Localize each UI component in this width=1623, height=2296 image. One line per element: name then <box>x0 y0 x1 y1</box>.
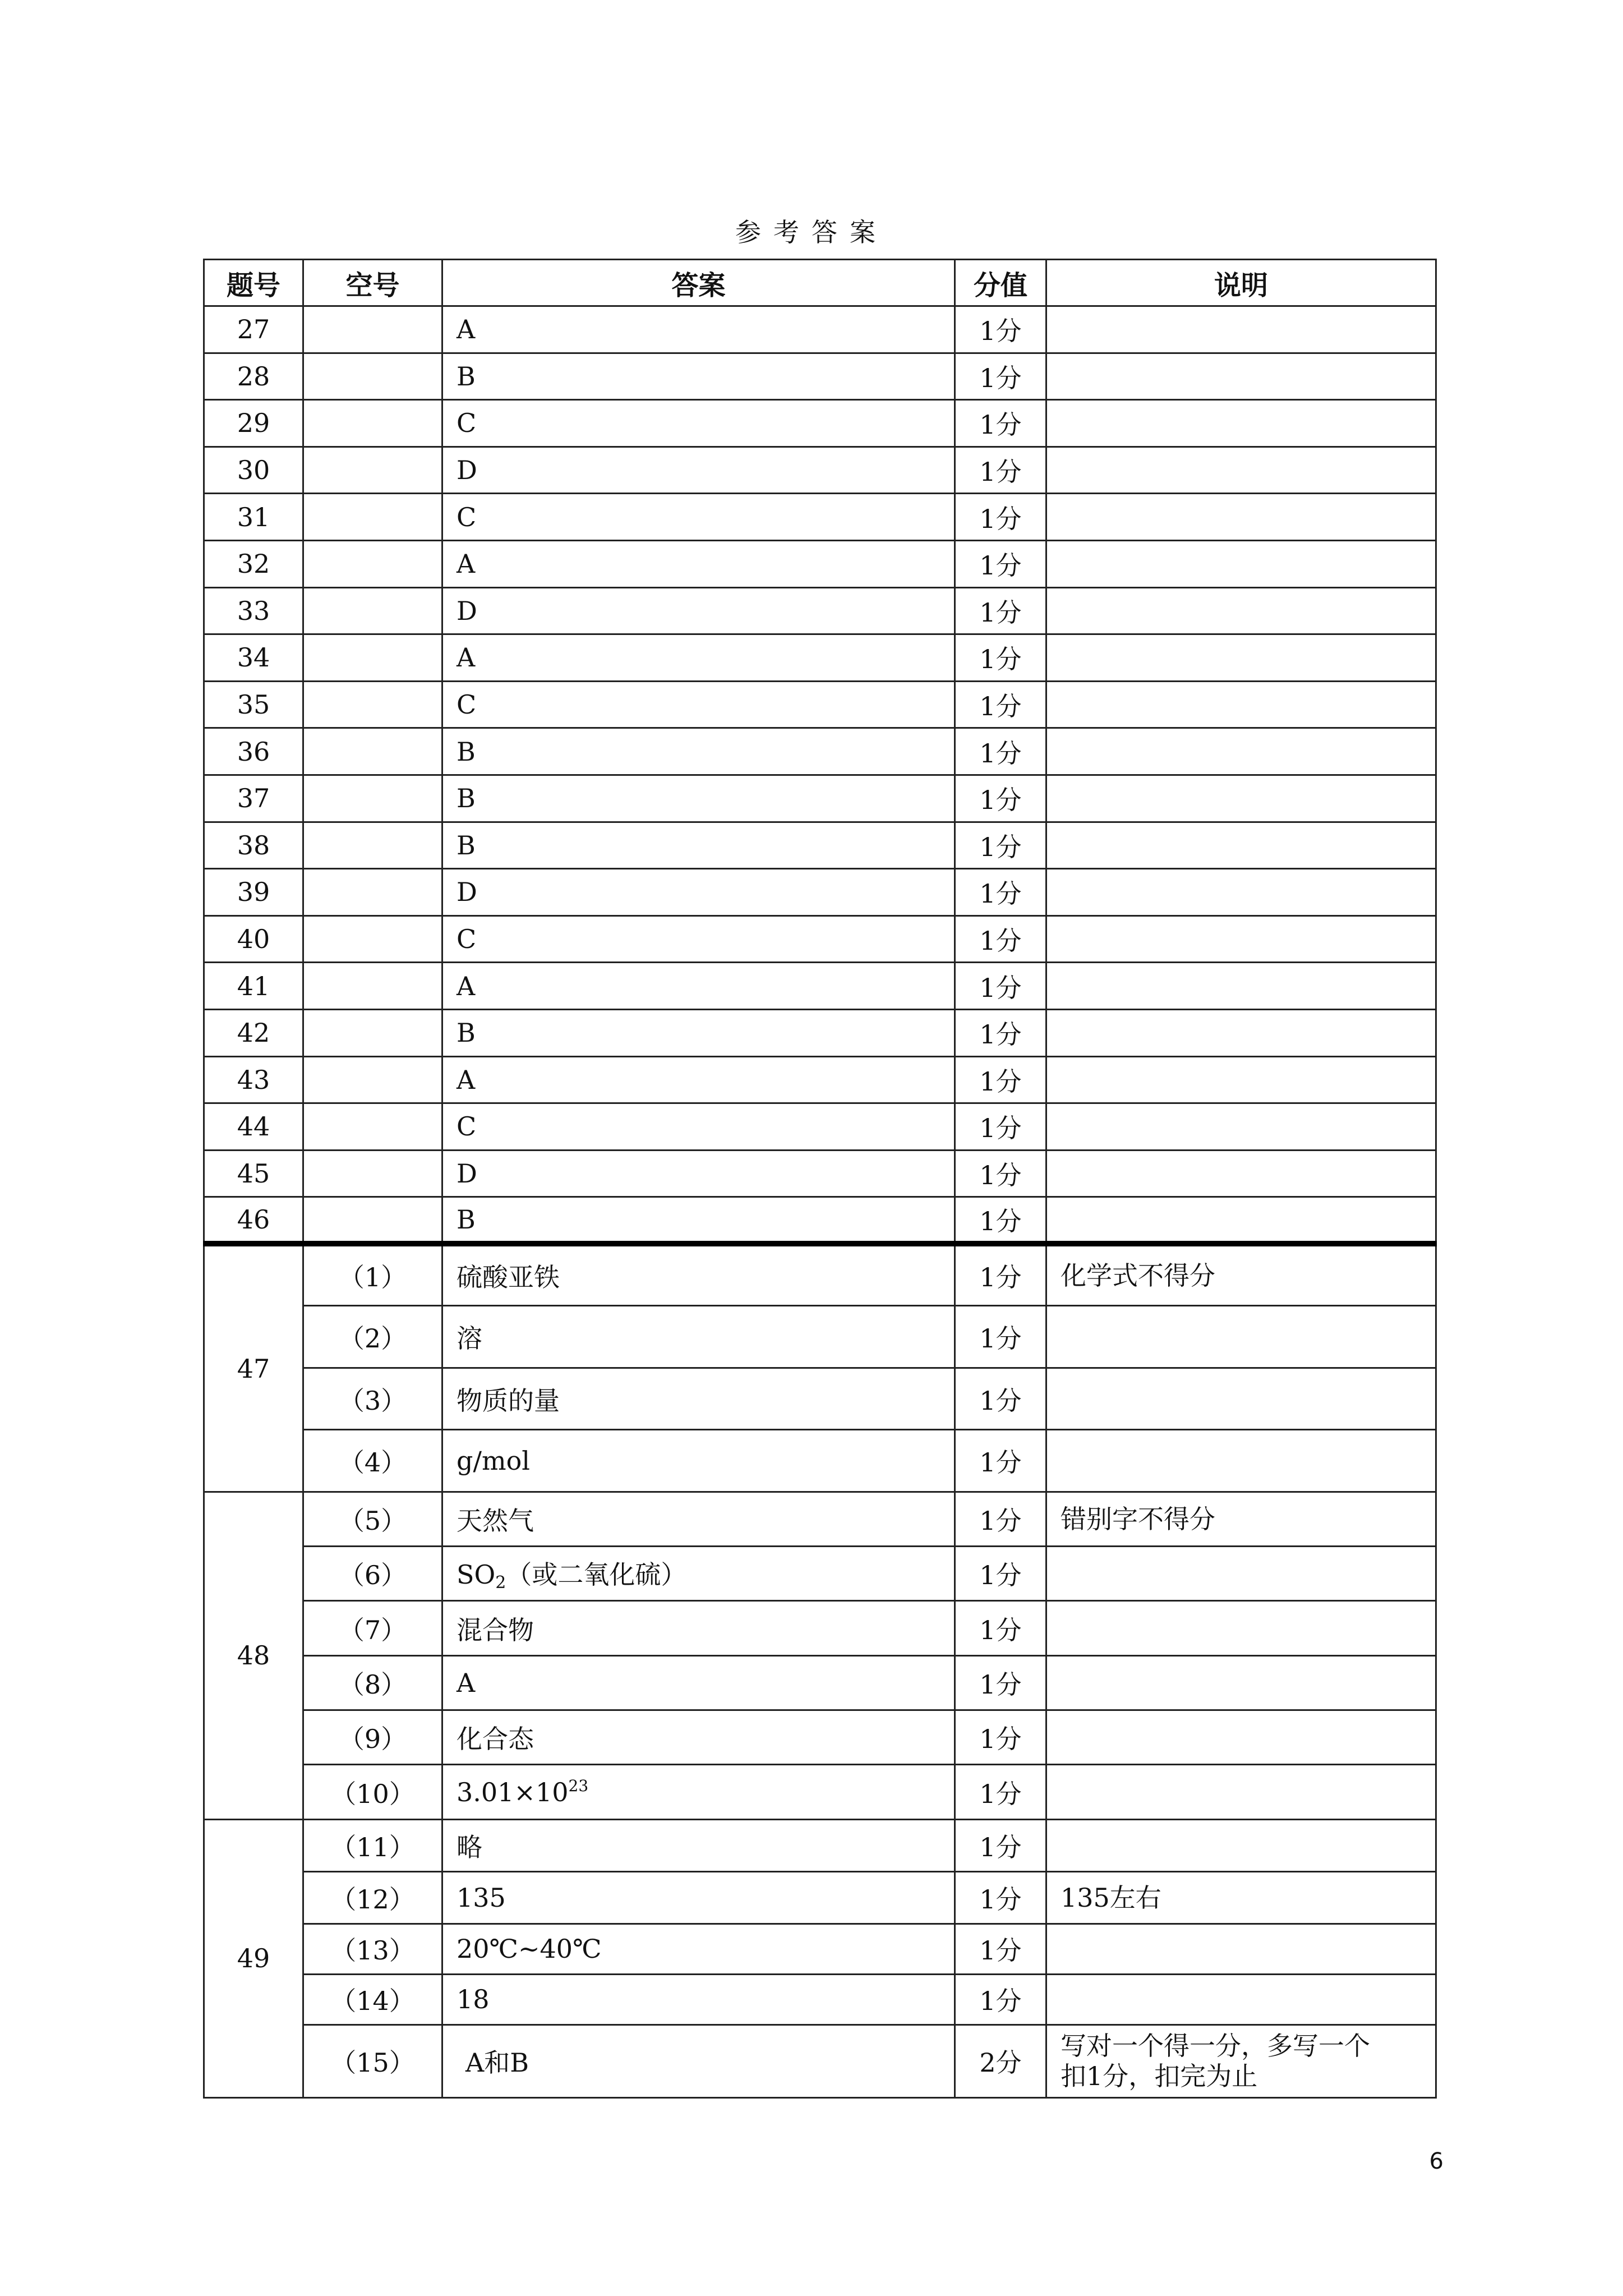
answer-cell: A <box>442 1056 955 1103</box>
answer-cell: D <box>442 1150 955 1197</box>
score-cell: 1分 <box>955 1710 1046 1765</box>
question-number: 33 <box>204 587 303 634</box>
table-row <box>204 1819 1436 1871</box>
q48-body <box>204 1492 1436 1819</box>
table-row <box>204 1056 1436 1103</box>
blank-number <box>303 634 442 682</box>
note-cell <box>1046 306 1436 353</box>
blank-number <box>303 963 442 1010</box>
answer-cell: A <box>442 306 955 353</box>
note-cell <box>1046 494 1436 541</box>
table-row <box>204 1368 1436 1430</box>
table-row <box>204 681 1436 728</box>
q47-body <box>204 1244 1436 1492</box>
note-cell: 化学式不得分 <box>1046 1244 1436 1306</box>
blank-number <box>303 1009 442 1056</box>
table-row <box>204 1430 1436 1492</box>
answer-cell: C <box>442 1103 955 1151</box>
score-cell: 1分 <box>955 306 1046 353</box>
table-row <box>204 2024 1436 2097</box>
blank-number <box>303 1150 442 1197</box>
question-number: 29 <box>204 400 303 447</box>
score-cell: 1分 <box>955 1056 1046 1103</box>
formula-rest: （或二氧化硫） <box>506 1559 687 1590</box>
table-row <box>204 1974 1436 2024</box>
answer-cell: D <box>442 869 955 916</box>
note-cell <box>1046 728 1436 775</box>
blank-number <box>303 915 442 963</box>
table-row <box>204 353 1436 400</box>
question-number: 39 <box>204 869 303 916</box>
note-cell <box>1046 587 1436 634</box>
table-row <box>204 1306 1436 1368</box>
page-title: 参考答案 <box>735 217 888 247</box>
score-cell: 1分 <box>955 1974 1046 2024</box>
note-line: 扣1分，扣完为止 <box>1061 2061 1258 2092</box>
answer-cell: A <box>442 1655 955 1710</box>
blank-number: （13） <box>303 1924 442 1974</box>
blank-number: （14） <box>303 1974 442 2024</box>
note-cell <box>1046 1009 1436 1056</box>
blank-number <box>303 540 442 587</box>
note-cell <box>1046 1601 1436 1655</box>
table-row <box>204 447 1436 494</box>
q49-body <box>204 1819 1436 2097</box>
table-row <box>204 1492 1436 1546</box>
table-row <box>204 494 1436 541</box>
note-cell: 135左右 <box>1046 1871 1436 1924</box>
blank-number <box>303 494 442 541</box>
answer-cell: B <box>442 775 955 822</box>
blank-number: （4） <box>303 1430 442 1492</box>
note-cell <box>1046 1710 1436 1765</box>
score-cell: 1分 <box>955 1103 1046 1151</box>
blank-number: （8） <box>303 1655 442 1710</box>
table-row <box>204 1924 1436 1974</box>
answer-cell: C <box>442 400 955 447</box>
table-row <box>204 963 1436 1010</box>
table-row <box>204 1244 1436 1306</box>
question-number: 36 <box>204 728 303 775</box>
multiple-choice-body <box>204 306 1436 1244</box>
note-cell <box>1046 1306 1436 1368</box>
score-cell: 1分 <box>955 681 1046 728</box>
question-number: 31 <box>204 494 303 541</box>
question-number: 40 <box>204 915 303 963</box>
blank-number <box>303 400 442 447</box>
table-row <box>204 540 1436 587</box>
answer-cell <box>442 1547 955 1601</box>
score-cell: 1分 <box>955 1150 1046 1197</box>
note-cell <box>1046 775 1436 822</box>
blank-number <box>303 587 442 634</box>
answer-cell: A <box>442 963 955 1010</box>
question-number: 35 <box>204 681 303 728</box>
note-cell <box>1046 1655 1436 1710</box>
table-row <box>204 1655 1436 1710</box>
note-cell <box>1046 1430 1436 1492</box>
blank-number: （9） <box>303 1710 442 1765</box>
score-cell: 1分 <box>955 1547 1046 1601</box>
table-row <box>204 1765 1436 1819</box>
table-row <box>204 1601 1436 1655</box>
table-row <box>204 822 1436 869</box>
table-row <box>204 634 1436 682</box>
score-cell: 1分 <box>955 494 1046 541</box>
question-number: 34 <box>204 634 303 682</box>
page-number: 6 <box>1429 2148 1444 2174</box>
question-number: 27 <box>204 306 303 353</box>
score-cell: 1分 <box>955 1819 1046 1871</box>
note-cell <box>1046 634 1436 682</box>
score-cell: 1分 <box>955 1601 1046 1655</box>
note-cell <box>1046 915 1436 963</box>
formula-main: SO <box>457 1559 496 1590</box>
table-header-row <box>204 260 1436 306</box>
note-cell <box>1046 540 1436 587</box>
blank-number <box>303 353 442 400</box>
table-row <box>204 915 1436 963</box>
score-cell: 2分 <box>955 2024 1046 2097</box>
score-cell: 1分 <box>955 400 1046 447</box>
table-row <box>204 728 1436 775</box>
question-number: 43 <box>204 1056 303 1103</box>
score-cell: 1分 <box>955 869 1046 916</box>
question-number: 41 <box>204 963 303 1010</box>
answer-cell: B <box>442 822 955 869</box>
score-cell: 1分 <box>955 1009 1046 1056</box>
header-score: 分值 <box>955 260 1046 306</box>
number-exponent: 23 <box>568 1777 589 1795</box>
question-number: 44 <box>204 1103 303 1151</box>
score-cell: 1分 <box>955 353 1046 400</box>
score-cell: 1分 <box>955 540 1046 587</box>
score-cell: 1分 <box>955 1197 1046 1244</box>
blank-number: （1） <box>303 1244 442 1306</box>
answer-cell: 混合物 <box>442 1601 955 1655</box>
table-row <box>204 1871 1436 1924</box>
blank-number <box>303 822 442 869</box>
score-cell: 1分 <box>955 915 1046 963</box>
answer-cell <box>442 1765 955 1819</box>
note-cell <box>1046 681 1436 728</box>
table-row <box>204 1710 1436 1765</box>
question-number: 38 <box>204 822 303 869</box>
blank-number: （2） <box>303 1306 442 1368</box>
answer-cell: A <box>442 540 955 587</box>
score-cell: 1分 <box>955 447 1046 494</box>
question-number: 48 <box>204 1492 303 1819</box>
answer-cell: B <box>442 353 955 400</box>
blank-number <box>303 1056 442 1103</box>
table-row <box>204 1009 1436 1056</box>
question-number: 28 <box>204 353 303 400</box>
blank-number: （6） <box>303 1547 442 1601</box>
blank-number: （5） <box>303 1492 442 1546</box>
answer-cell: 物质的量 <box>442 1368 955 1430</box>
blank-number <box>303 1103 442 1151</box>
blank-number: （15） <box>303 2024 442 2097</box>
note-cell <box>1046 822 1436 869</box>
note-cell <box>1046 2024 1436 2097</box>
table-row <box>204 1197 1436 1244</box>
answer-cell: A <box>442 634 955 682</box>
score-cell: 1分 <box>955 1765 1046 1819</box>
score-cell: 1分 <box>955 1244 1046 1306</box>
note-cell <box>1046 353 1436 400</box>
header-blank-no: 空号 <box>303 260 442 306</box>
answer-cell: A和B <box>442 2024 955 2097</box>
score-cell: 1分 <box>955 1492 1046 1546</box>
blank-number <box>303 681 442 728</box>
answer-cell: C <box>442 915 955 963</box>
blank-number: （12） <box>303 1871 442 1924</box>
note-cell <box>1046 1819 1436 1871</box>
answer-cell: D <box>442 587 955 634</box>
header-note: 说明 <box>1046 260 1436 306</box>
blank-number <box>303 1197 442 1244</box>
table-row <box>204 1103 1436 1151</box>
header-question-no: 题号 <box>204 260 303 306</box>
score-cell: 1分 <box>955 1368 1046 1430</box>
blank-number: （11） <box>303 1819 442 1871</box>
blank-number <box>303 775 442 822</box>
answer-cell: C <box>442 494 955 541</box>
note-cell <box>1046 963 1436 1010</box>
note-cell <box>1046 447 1436 494</box>
score-cell: 1分 <box>955 775 1046 822</box>
blank-number: （10） <box>303 1765 442 1819</box>
answer-cell: 溶 <box>442 1306 955 1368</box>
note-cell <box>1046 1103 1436 1151</box>
note-cell <box>1046 869 1436 916</box>
note-cell <box>1046 1974 1436 2024</box>
note-cell <box>1046 1765 1436 1819</box>
note-cell <box>1046 1547 1436 1601</box>
answer-cell: 20℃~40℃ <box>442 1924 955 1974</box>
question-number: 32 <box>204 540 303 587</box>
answer-cell: 天然气 <box>442 1492 955 1546</box>
note-cell <box>1046 1368 1436 1430</box>
score-cell: 1分 <box>955 587 1046 634</box>
note-cell: 错别字不得分 <box>1046 1492 1436 1546</box>
blank-number <box>303 869 442 916</box>
question-number: 30 <box>204 447 303 494</box>
answer-cell: D <box>442 447 955 494</box>
table-row <box>204 306 1436 353</box>
question-number: 47 <box>204 1244 303 1492</box>
score-cell: 1分 <box>955 1871 1046 1924</box>
table-row <box>204 869 1436 916</box>
blank-number <box>303 447 442 494</box>
header-answer: 答案 <box>442 260 955 306</box>
score-cell: 1分 <box>955 1306 1046 1368</box>
question-number: 37 <box>204 775 303 822</box>
note-cell <box>1046 1056 1436 1103</box>
question-number: 42 <box>204 1009 303 1056</box>
note-cell <box>1046 1150 1436 1197</box>
table-row <box>204 400 1436 447</box>
table-row <box>204 775 1436 822</box>
number-main: 3.01×10 <box>457 1777 569 1807</box>
note-line: 写对一个得一分，多写一个 <box>1061 2031 1370 2062</box>
answer-cell: B <box>442 728 955 775</box>
note-cell <box>1046 1924 1436 1974</box>
score-cell: 1分 <box>955 963 1046 1010</box>
blank-number <box>303 728 442 775</box>
answer-cell: 硫酸亚铁 <box>442 1244 955 1306</box>
score-cell: 1分 <box>955 1430 1046 1492</box>
note-cell <box>1046 400 1436 447</box>
score-cell: 1分 <box>955 1655 1046 1710</box>
table-row <box>204 587 1436 634</box>
note-cell <box>1046 1197 1436 1244</box>
score-cell: 1分 <box>955 634 1046 682</box>
question-number: 45 <box>204 1150 303 1197</box>
answer-cell: 135 <box>442 1871 955 1924</box>
answer-cell: 18 <box>442 1974 955 2024</box>
score-cell: 1分 <box>955 1924 1046 1974</box>
answer-cell: g/mol <box>442 1430 955 1492</box>
table-row <box>204 1150 1436 1197</box>
question-number: 46 <box>204 1197 303 1244</box>
answer-table <box>203 259 1437 2099</box>
blank-number <box>303 306 442 353</box>
score-cell: 1分 <box>955 822 1046 869</box>
answer-cell: 化合态 <box>442 1710 955 1765</box>
score-cell: 1分 <box>955 728 1046 775</box>
formula-subscript: 2 <box>495 1573 506 1593</box>
blank-number: （7） <box>303 1601 442 1655</box>
question-number: 49 <box>204 1819 303 2097</box>
table-row <box>204 1547 1436 1601</box>
answer-cell: B <box>442 1009 955 1056</box>
answer-cell: 略 <box>442 1819 955 1871</box>
answer-cell: C <box>442 681 955 728</box>
answer-cell: B <box>442 1197 955 1244</box>
blank-number: （3） <box>303 1368 442 1430</box>
